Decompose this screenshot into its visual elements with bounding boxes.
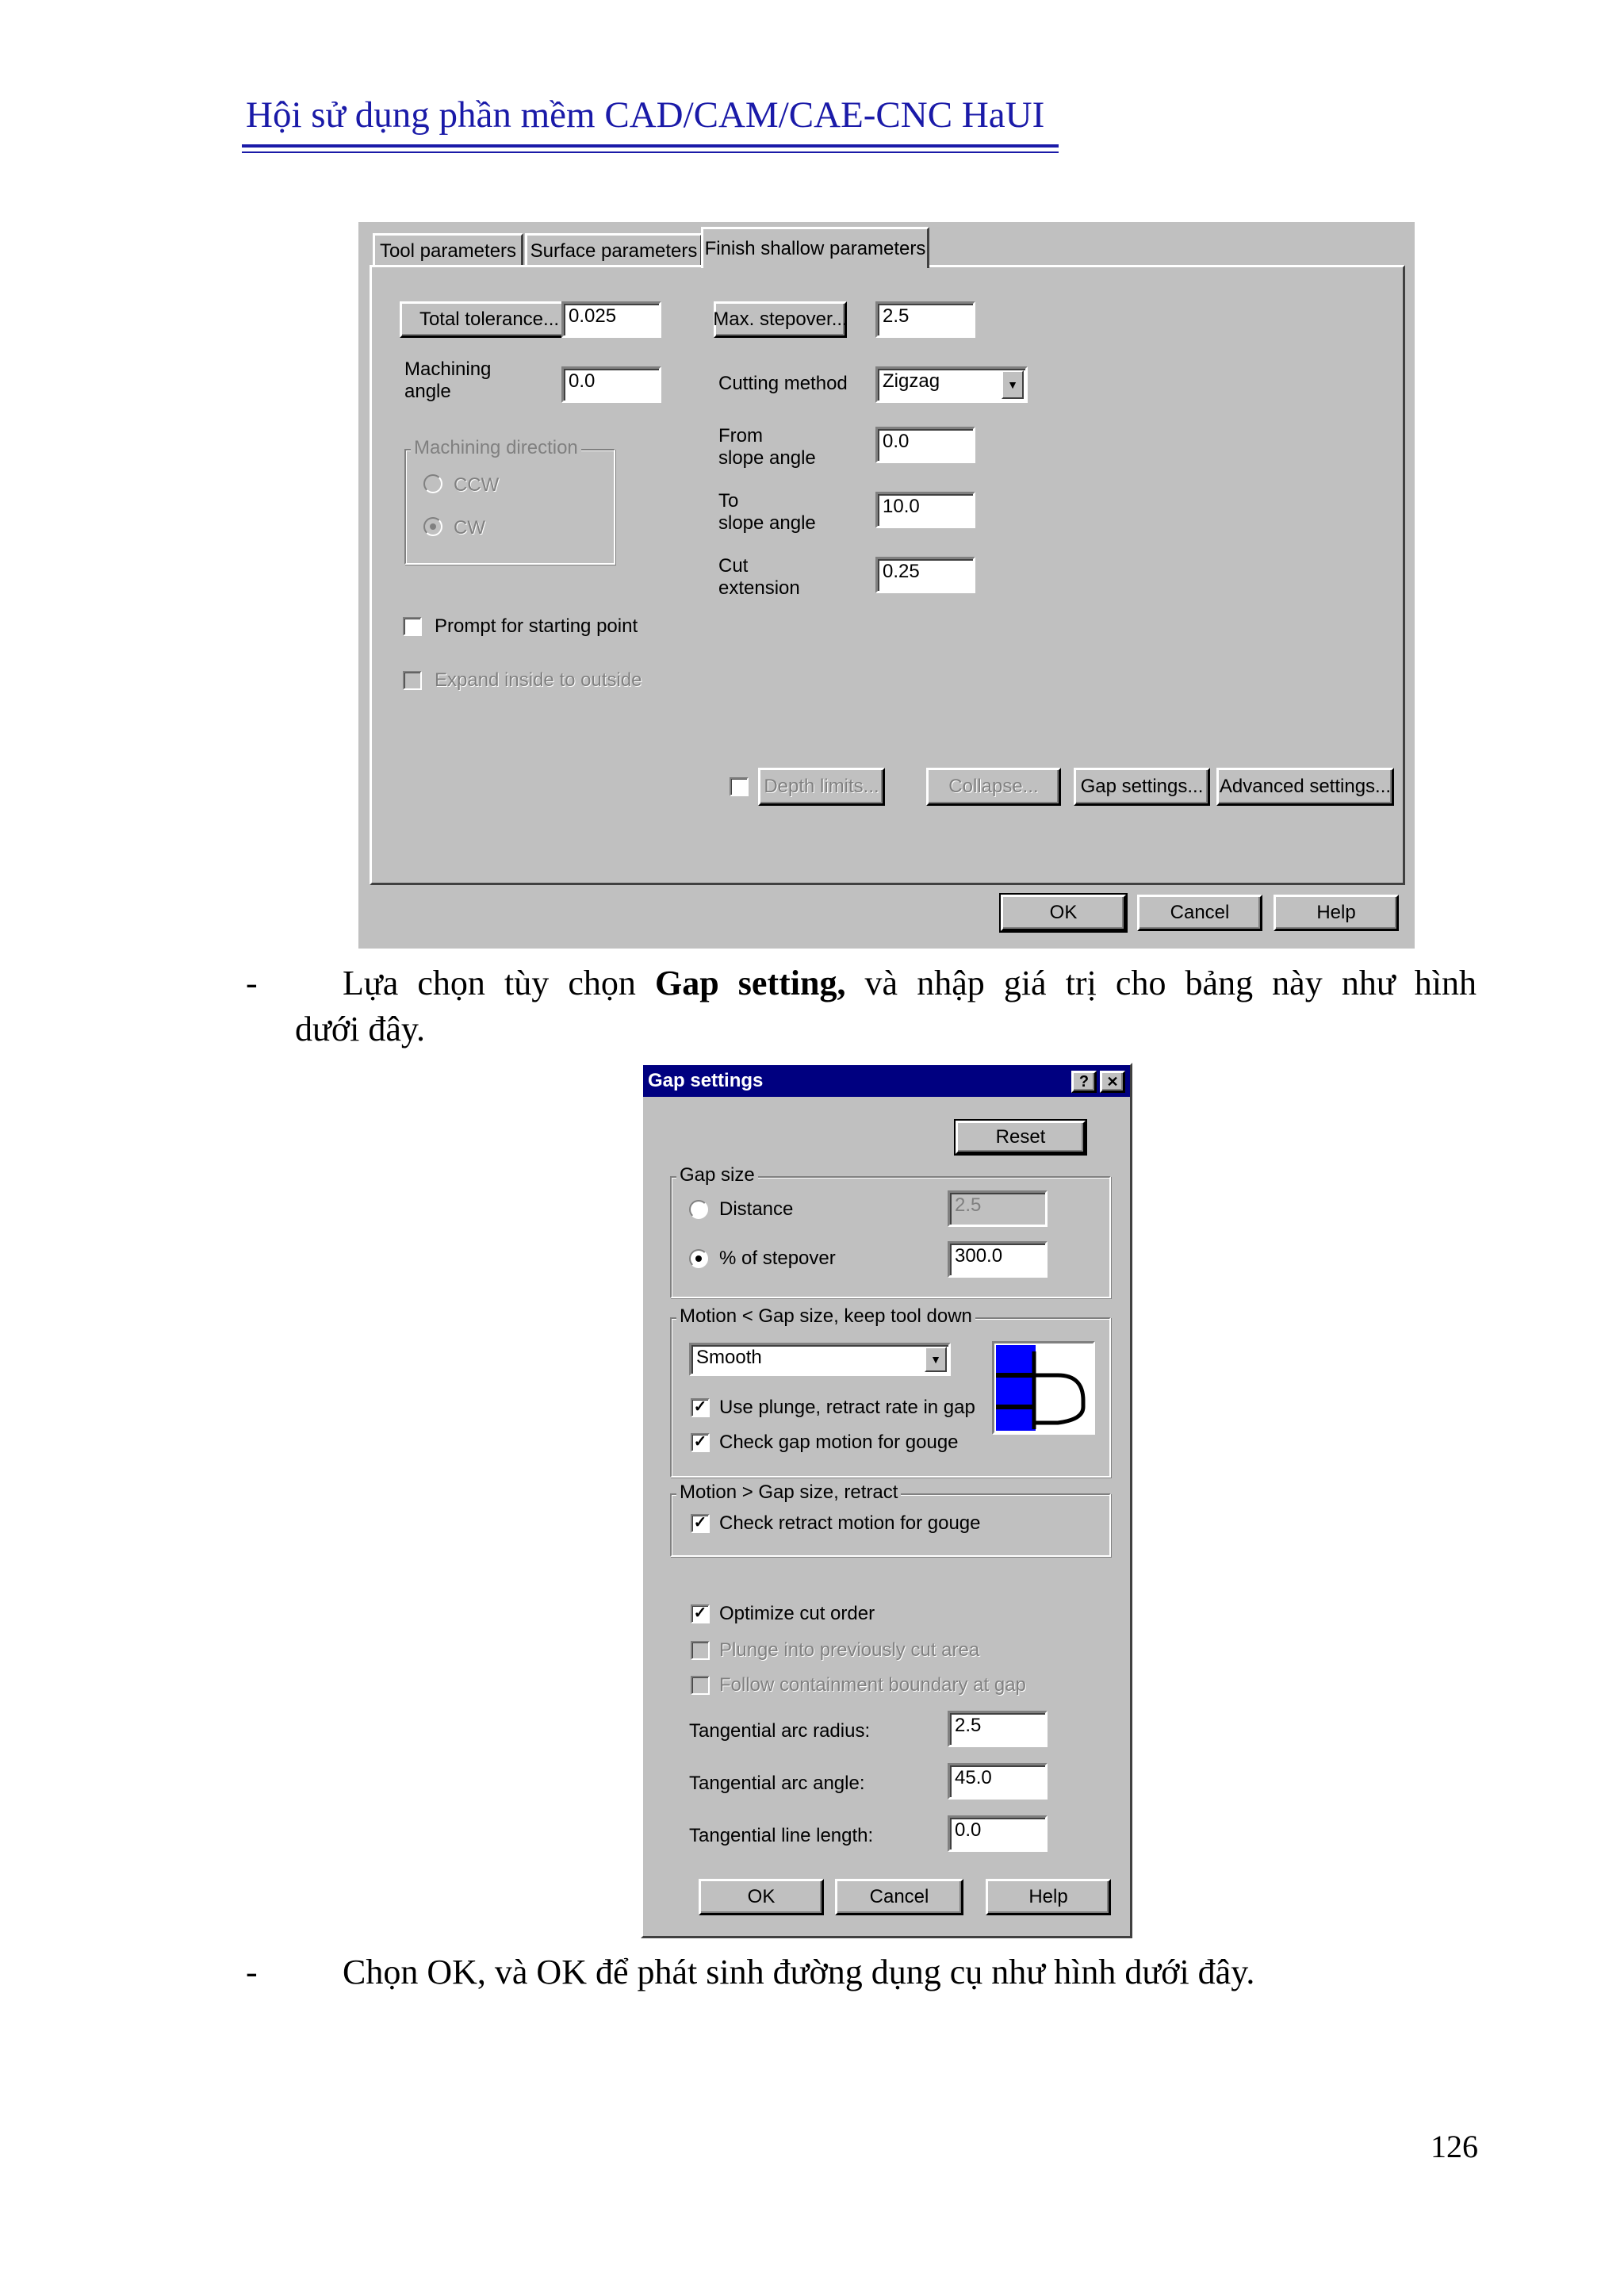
from-slope-label-2: slope angle (718, 447, 816, 469)
total-tolerance-field[interactable]: 0.025 (561, 301, 661, 338)
paragraph-line-1: Lựa chọn tùy chọn Gap setting, và nhập giá trị cho bảng này như hình (343, 964, 1477, 1002)
to-slope-label-1: To (718, 490, 739, 512)
max-stepover-field[interactable]: 2.5 (875, 301, 975, 338)
pct-stepover-field[interactable]: 300.0 (948, 1241, 1048, 1278)
depth-limits-button[interactable]: Depth limits... (758, 768, 885, 806)
tan-angle-label: Tangential arc angle: (689, 1773, 865, 1794)
paragraph-line-2: dưới đây. (295, 1010, 426, 1048)
cut-extension-label-1: Cut (718, 555, 749, 577)
distance-radio[interactable] (689, 1200, 708, 1219)
to-slope-field[interactable]: 10.0 (875, 492, 975, 528)
pct-stepover-radio[interactable] (689, 1249, 708, 1268)
gap-size-title: Gap size (676, 1165, 758, 1186)
page-number: 126 (1431, 2129, 1478, 2164)
ok-button[interactable]: OK (1001, 895, 1126, 931)
distance-field[interactable]: 2.5 (948, 1190, 1048, 1227)
motion-retract-title: Motion > Gap size, retract (676, 1482, 901, 1503)
from-slope-field[interactable]: 0.0 (875, 427, 975, 463)
optimize-checkbox[interactable]: ✓ (691, 1604, 710, 1623)
check-retract-checkbox[interactable]: ✓ (691, 1514, 710, 1533)
plunge-checkbox[interactable] (691, 1641, 710, 1660)
tan-line-field[interactable]: 0.0 (948, 1815, 1048, 1852)
tab-tool-parameters[interactable]: Tool parameters (373, 233, 523, 266)
from-slope-label-1: From (718, 425, 763, 447)
help-icon[interactable]: ? (1071, 1071, 1097, 1093)
machining-direction-group (404, 449, 615, 565)
tab-finish-shallow-parameters[interactable]: Finish shallow parameters (701, 227, 929, 268)
smooth-motion-icon (994, 1343, 1093, 1432)
motion-select[interactable]: Smooth ▼ (689, 1343, 951, 1376)
tan-radius-field[interactable]: 2.5 (948, 1711, 1048, 1747)
machining-direction-title: Machining direction (411, 438, 581, 458)
expand-inside-label: Expand inside to outside (435, 669, 642, 691)
tan-line-label: Tangential line length: (689, 1825, 874, 1846)
machining-angle-field[interactable]: 0.0 (561, 366, 661, 403)
ok-button[interactable]: OK (699, 1879, 824, 1915)
page-header: Hội sử dụng phần mềm CAD/CAM/CAE-CNC HaUI (246, 94, 1045, 136)
distance-label: Distance (719, 1198, 794, 1220)
cancel-button[interactable]: Cancel (1137, 895, 1262, 931)
close-icon[interactable]: ✕ (1100, 1071, 1125, 1093)
collapse-button[interactable]: Collapse... (926, 768, 1061, 806)
gap-settings-button[interactable]: Gap settings... (1074, 768, 1210, 806)
cut-extension-field[interactable]: 0.25 (875, 557, 975, 593)
advanced-settings-button[interactable]: Advanced settings... (1216, 768, 1394, 806)
bullet: - (246, 1953, 258, 1991)
header-rule (242, 144, 1059, 148)
follow-label: Follow containment boundary at gap (719, 1674, 1026, 1696)
bullet: - (246, 964, 258, 1002)
cut-extension-label-2: extension (718, 577, 800, 599)
paragraph-2-text: Chọn OK, và OK để phát sinh đường dụng cụ như hình dưới đây. (343, 1953, 1255, 1991)
prompt-starting-point-checkbox[interactable] (403, 617, 422, 636)
optimize-label: Optimize cut order (719, 1603, 875, 1624)
expand-inside-checkbox[interactable] (403, 671, 422, 690)
tan-radius-label: Tangential arc radius: (689, 1720, 871, 1742)
follow-checkbox[interactable] (691, 1676, 710, 1695)
tab-surface-parameters[interactable]: Surface parameters (525, 233, 703, 266)
plunge-label: Plunge into previously cut area (719, 1639, 980, 1661)
cw-label: CW (454, 517, 485, 539)
header-rule-thin (242, 151, 1059, 153)
motion-preview-image (992, 1341, 1095, 1435)
cutting-method-label: Cutting method (718, 373, 848, 394)
cw-radio[interactable] (423, 517, 442, 536)
cutting-method-select[interactable]: Zigzag ▼ (875, 366, 1028, 403)
use-plunge-label: Use plunge, retract rate in gap (719, 1397, 975, 1418)
gap-settings-dialog (641, 1063, 1132, 1938)
check-retract-label: Check retract motion for gouge (719, 1512, 981, 1534)
pct-stepover-label: % of stepover (719, 1248, 836, 1269)
max-stepover-button[interactable]: Max. stepover... (714, 301, 847, 338)
prompt-starting-point-label: Prompt for starting point (435, 615, 638, 637)
motion-keep-down-title: Motion < Gap size, keep tool down (676, 1306, 975, 1327)
cancel-button[interactable]: Cancel (835, 1879, 963, 1915)
chevron-down-icon[interactable]: ▼ (1002, 370, 1024, 399)
help-button[interactable]: Help (1274, 895, 1399, 931)
to-slope-label-2: slope angle (718, 512, 816, 534)
ccw-radio[interactable] (423, 474, 442, 493)
check-gap-gouge-label: Check gap motion for gouge (719, 1432, 959, 1453)
chevron-down-icon[interactable]: ▼ (925, 1347, 947, 1372)
ccw-label: CCW (454, 474, 500, 496)
machining-angle-label-1: Machining (404, 358, 492, 380)
dialog-title: Gap settings (648, 1070, 764, 1091)
total-tolerance-button[interactable]: Total tolerance... (400, 301, 579, 338)
machining-angle-label-2: angle (404, 381, 451, 402)
tan-angle-field[interactable]: 45.0 (948, 1763, 1048, 1800)
use-plunge-checkbox[interactable]: ✓ (691, 1398, 710, 1417)
reset-button[interactable]: Reset (956, 1121, 1086, 1154)
help-button[interactable]: Help (986, 1879, 1111, 1915)
check-gap-gouge-checkbox[interactable]: ✓ (691, 1433, 710, 1452)
depth-limits-checkbox[interactable] (730, 777, 749, 796)
